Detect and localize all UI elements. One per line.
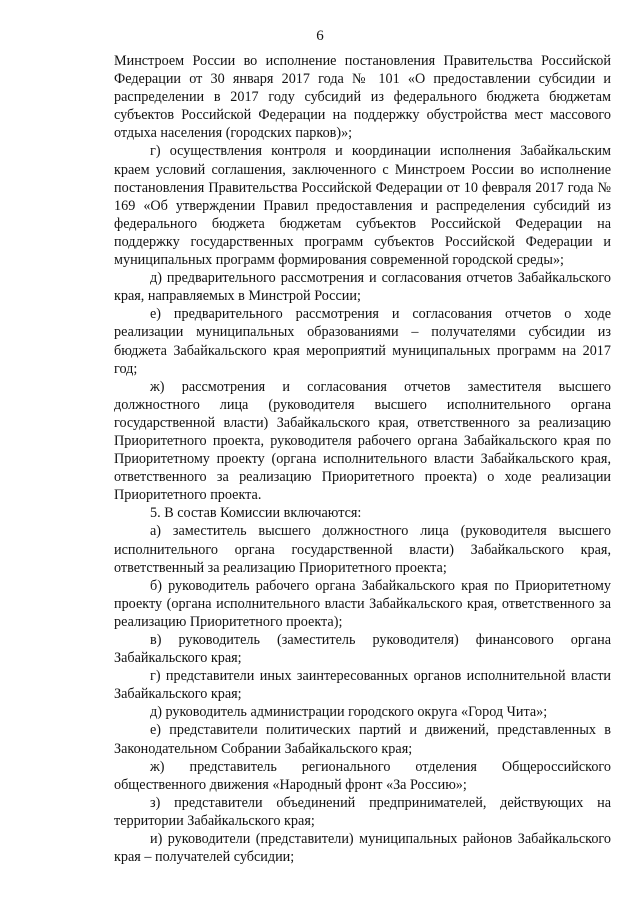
paragraph-item-e: е) предварительного рассмотрения и согласования отчетов о ходе реализации муниципальных образованиями – получателями субсидии из бюджета Забайкальского края мероприятий муниципальных программ на 2017 год; <box>114 306 611 377</box>
member-item-b: б) руководитель рабочего органа Забайкальского края по Приоритетному проекту (органа исполнительного власти Забайкальского края, ответственного за реализацию Приоритетного проекта); <box>114 577 611 630</box>
paragraph-item-g: г) осуществления контроля и координации исполнения Забайкальским краем условий соглашения, заключенного с Минстроем России во исполнение постановления Правительства Российской Федерации от 10 февраля 2017 года № 169 «Об утверждении Правил предоставления и распределения субсидий из федерального бюджета бюджетам субъектов Российской Федерации на поддержку государственных программ субъектов Российской Федерации и муниципальных программ формирования современной городской среды»; <box>114 143 611 269</box>
member-item-z: з) представители объединений предпринимателей, действующих на территории Забайкальского края; <box>114 794 611 829</box>
member-item-d: д) руководитель администрации городского округа «Город Чита»; <box>150 704 548 721</box>
section-5-heading: 5. В состав Комиссии включаются: <box>150 505 362 522</box>
member-item-g: г) представители иных заинтересованных органов исполнительной власти Забайкальского края; <box>114 668 611 703</box>
paragraph-continuation: Минстроем России во исполнение постановления Правительства Российской Федерации от 30 января 2017 года № 101 «О предоставлении субсидии и распределении в 2017 году субсидий из федерального бюджета бюджетам субъектов Российской Федерации на поддержку обустройства мест массового отдыха населения (городских парков)»; <box>114 53 611 142</box>
member-item-e: е) представители политических партий и движений, представленных в Законодательном Собрании Забайкальского края; <box>114 722 611 757</box>
member-item-i: и) руководители (представители) муниципальных районов Забайкальского края – получателей субсидии; <box>114 831 611 866</box>
paragraph-item-zh: ж) рассмотрения и согласования отчетов заместителя высшего должностного лица (руководителя высшего исполнительного органа государственной власти) Забайкальского края, ответственного за реализацию Приоритетного проекта, руководителя рабочего органа Забайкальского края по Приоритетному проекту (органа исполнительного власти Забайкальского края, ответственного за реализацию Приоритетного проекта) о ходе реализации Приоритетного проекта. <box>114 378 611 504</box>
member-item-a: а) заместитель высшего должностного лица (руководителя высшего исполнительного органа государственной власти) Забайкальского края, ответственный за реализацию Приоритетного проекта; <box>114 523 611 576</box>
paragraph-item-d: д) предварительного рассмотрения и согласования отчетов Забайкальского края, направляемых в Минстрой России; <box>114 270 611 305</box>
member-item-v: в) руководитель (заместитель руководителя) финансового органа Забайкальского края; <box>114 632 611 667</box>
member-item-zh: ж) представитель регионального отделения Общероссийского общественного движения «Народный фронт «За Россию»; <box>114 758 611 793</box>
document-body <box>114 52 611 866</box>
page-number: 6 <box>316 28 324 44</box>
